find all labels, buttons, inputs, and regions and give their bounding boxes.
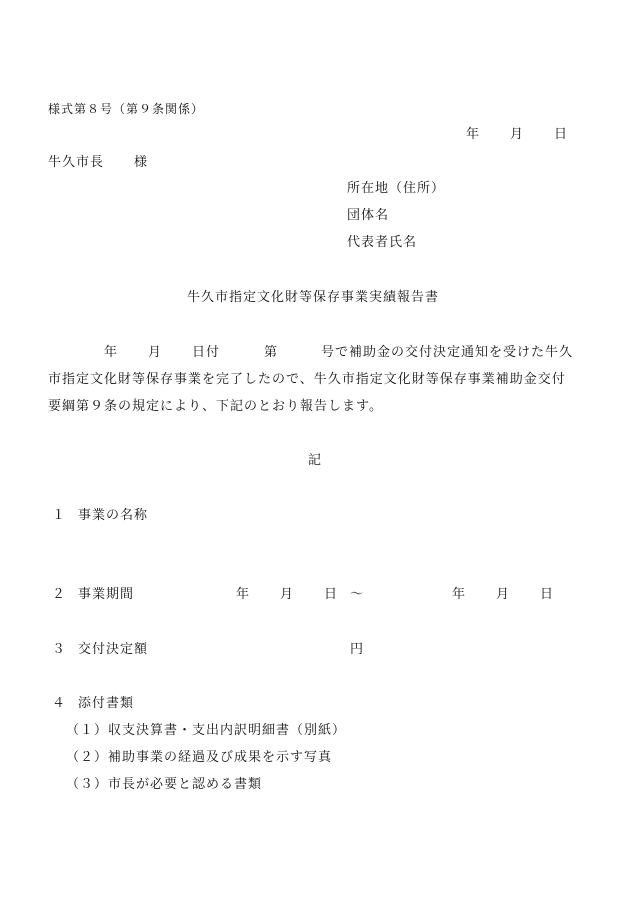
item2-label: 事業期間 — [78, 587, 135, 602]
period-tilde: ～ — [350, 587, 365, 602]
body-month: 月 — [148, 345, 163, 360]
item4-number: ４ — [52, 696, 67, 711]
period-start-month: 月 — [280, 587, 295, 602]
body-dai: 第 — [264, 345, 279, 360]
representative-label: 代表者氏名 — [347, 235, 418, 250]
item4-label: 添付書類 — [78, 696, 135, 711]
organization-label: 団体名 — [347, 208, 390, 223]
ki-heading: 記 — [308, 453, 323, 468]
period-start-day: 日 — [324, 587, 339, 602]
date-month: 月 — [510, 127, 525, 142]
honorific: 様 — [134, 155, 149, 170]
period-end-year: 年 — [452, 587, 467, 602]
date-year: 年 — [466, 127, 481, 142]
body-day-dated: 日付 — [192, 345, 221, 360]
item3-number: ３ — [52, 642, 67, 657]
period-start-year: 年 — [236, 587, 251, 602]
body-line2: 市指定文化財等保存事業を完了したので、牛久市指定文化財等保存事業補助金交付 — [48, 372, 566, 387]
attachment-item: （１）収支決算書・支出内訳明細書（別紙） — [66, 723, 347, 738]
body-line1: 号で補助金の交付決定通知を受けた牛久 — [321, 345, 574, 360]
item1-label: 事業の名称 — [78, 508, 149, 523]
attachment-item: （２）補助事業の経過及び成果を示す写真 — [66, 750, 333, 765]
body-year: 年 — [104, 345, 119, 360]
item1-number: １ — [52, 508, 67, 523]
document-title: 牛久市指定文化財等保存事業実績報告書 — [187, 290, 440, 305]
form-number: 様式第８号（第９条関係） — [48, 102, 205, 116]
date-day: 日 — [554, 127, 569, 142]
yen-unit: 円 — [350, 642, 365, 657]
addressee: 牛久市長 — [48, 155, 105, 170]
address-label: 所在地（住所） — [347, 181, 446, 196]
period-end-day: 日 — [540, 587, 555, 602]
attachment-item: （３）市長が必要と認める書類 — [66, 777, 263, 792]
item3-label: 交付決定額 — [78, 642, 149, 657]
body-line3: 要綱第９条の規定により、下記のとおり報告します。 — [48, 399, 383, 414]
item2-number: ２ — [52, 587, 67, 602]
period-end-month: 月 — [496, 587, 511, 602]
